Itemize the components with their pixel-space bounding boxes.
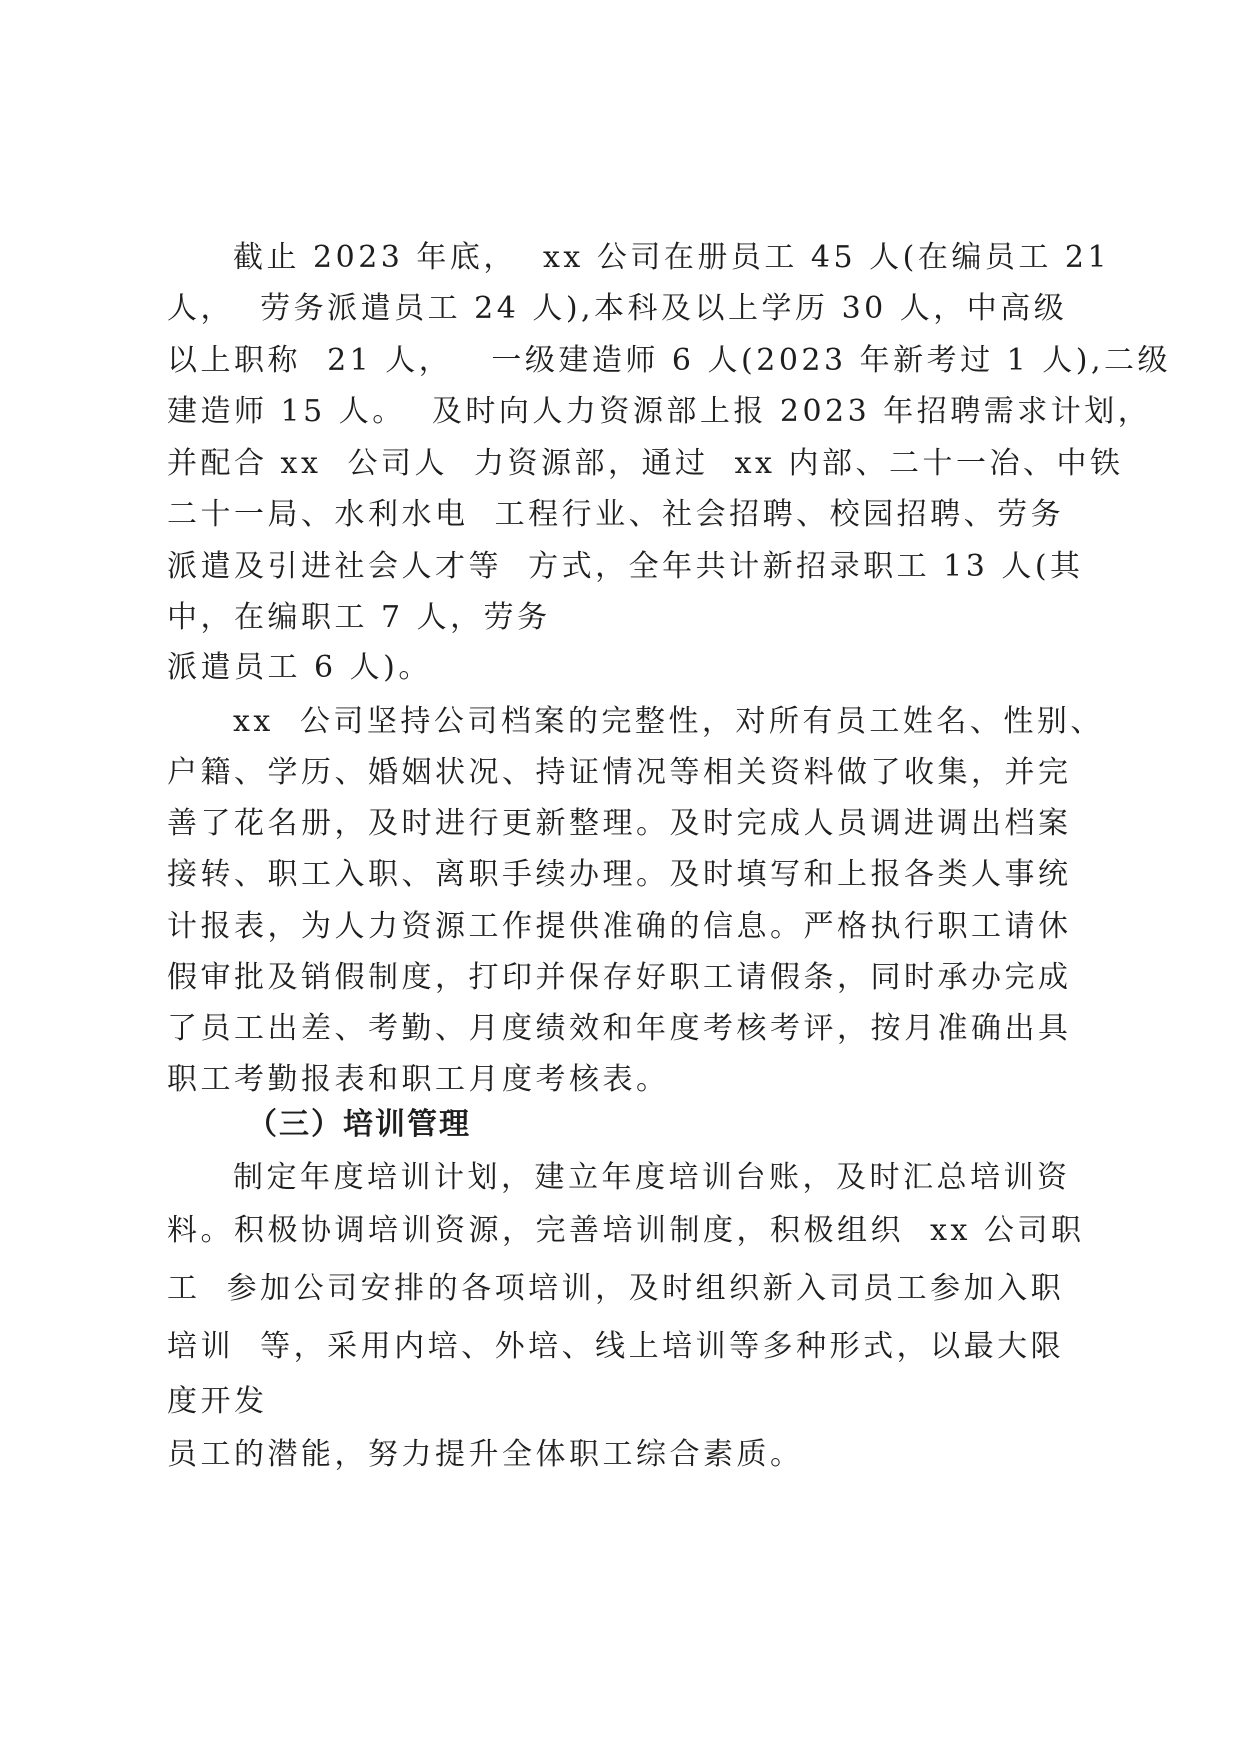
- paragraph-1-line-1: 截止 2023 年底， xx 公司在册员工 45 人(在编员工 21: [233, 240, 1111, 275]
- paragraph-1-line-3: 以上职称 21 人， 一级建造师 6 人(2023 年新考过 1 人),二级: [167, 343, 1172, 378]
- paragraph-2-line-4: 接转、职工入职、离职手续办理。及时填写和上报各类人事统: [167, 857, 1072, 892]
- paragraph-2-line-5: 计报表，为人力资源工作提供准确的信息。严格执行职工请休: [167, 909, 1072, 944]
- paragraph-2-line-8: 职工考勤报表和职工月度考核表。: [167, 1062, 670, 1097]
- paragraph-1-line-8: 中，在编职工 7 人，劳务: [167, 600, 551, 635]
- paragraph-1-line-5: 并配合 xx 公司人 力资源部，通过 xx 内部、二十一冶、中铁: [167, 446, 1124, 481]
- paragraph-3-line-5: 度开发: [167, 1384, 268, 1419]
- paragraph-1-line-7: 派遣及引进社会人才等 方式，全年共计新招录职工 13 人(其: [167, 549, 1084, 584]
- paragraph-2-line-2: 户籍、学历、婚姻状况、持证情况等相关资料做了收集，并完: [167, 755, 1072, 790]
- paragraph-2-line-6: 假审批及销假制度，打印并保存好职工请假条，同时承办完成: [167, 960, 1072, 995]
- paragraph-1-line-9: 派遣员工 6 人)。: [167, 650, 432, 685]
- paragraph-2-line-7: 了员工出差、考勤、月度绩效和年度考核考评，按月准确出具: [167, 1011, 1072, 1046]
- paragraph-1-line-6: 二十一局、水利水电 工程行业、社会招聘、校园招聘、劳务: [167, 497, 1065, 532]
- paragraph-1-line-4: 建造师 15 人。 及时向人力资源部上报 2023 年招聘需求计划，: [167, 394, 1152, 429]
- paragraph-3-line-3: 工 参加公司安排的各项培训，及时组织新入司员工参加入职: [167, 1271, 1065, 1306]
- paragraph-3-line-4: 培训 等，采用内培、外培、线上培训等多种形式，以最大限: [167, 1329, 1065, 1364]
- paragraph-1-line-2: 人， 劳务派遣员工 24 人),本科及以上学历 30 人，中高级: [167, 291, 1068, 326]
- paragraph-3-line-6: 员工的潜能，努力提升全体职工综合素质。: [167, 1437, 804, 1472]
- paragraph-3-line-2: 料。积极协调培训资源，完善培训制度，积极组织 xx 公司职: [167, 1213, 1085, 1248]
- paragraph-3-line-1: 制定年度培训计划，建立年度培训台账，及时汇总培训资: [233, 1160, 1071, 1195]
- paragraph-2-line-3: 善了花名册，及时进行更新整理。及时完成人员调进调出档案: [167, 806, 1072, 841]
- section-heading: （三）培训管理: [247, 1107, 471, 1142]
- paragraph-2-line-1: xx 公司坚持公司档案的完整性，对所有员工姓名、性别、: [233, 704, 1104, 739]
